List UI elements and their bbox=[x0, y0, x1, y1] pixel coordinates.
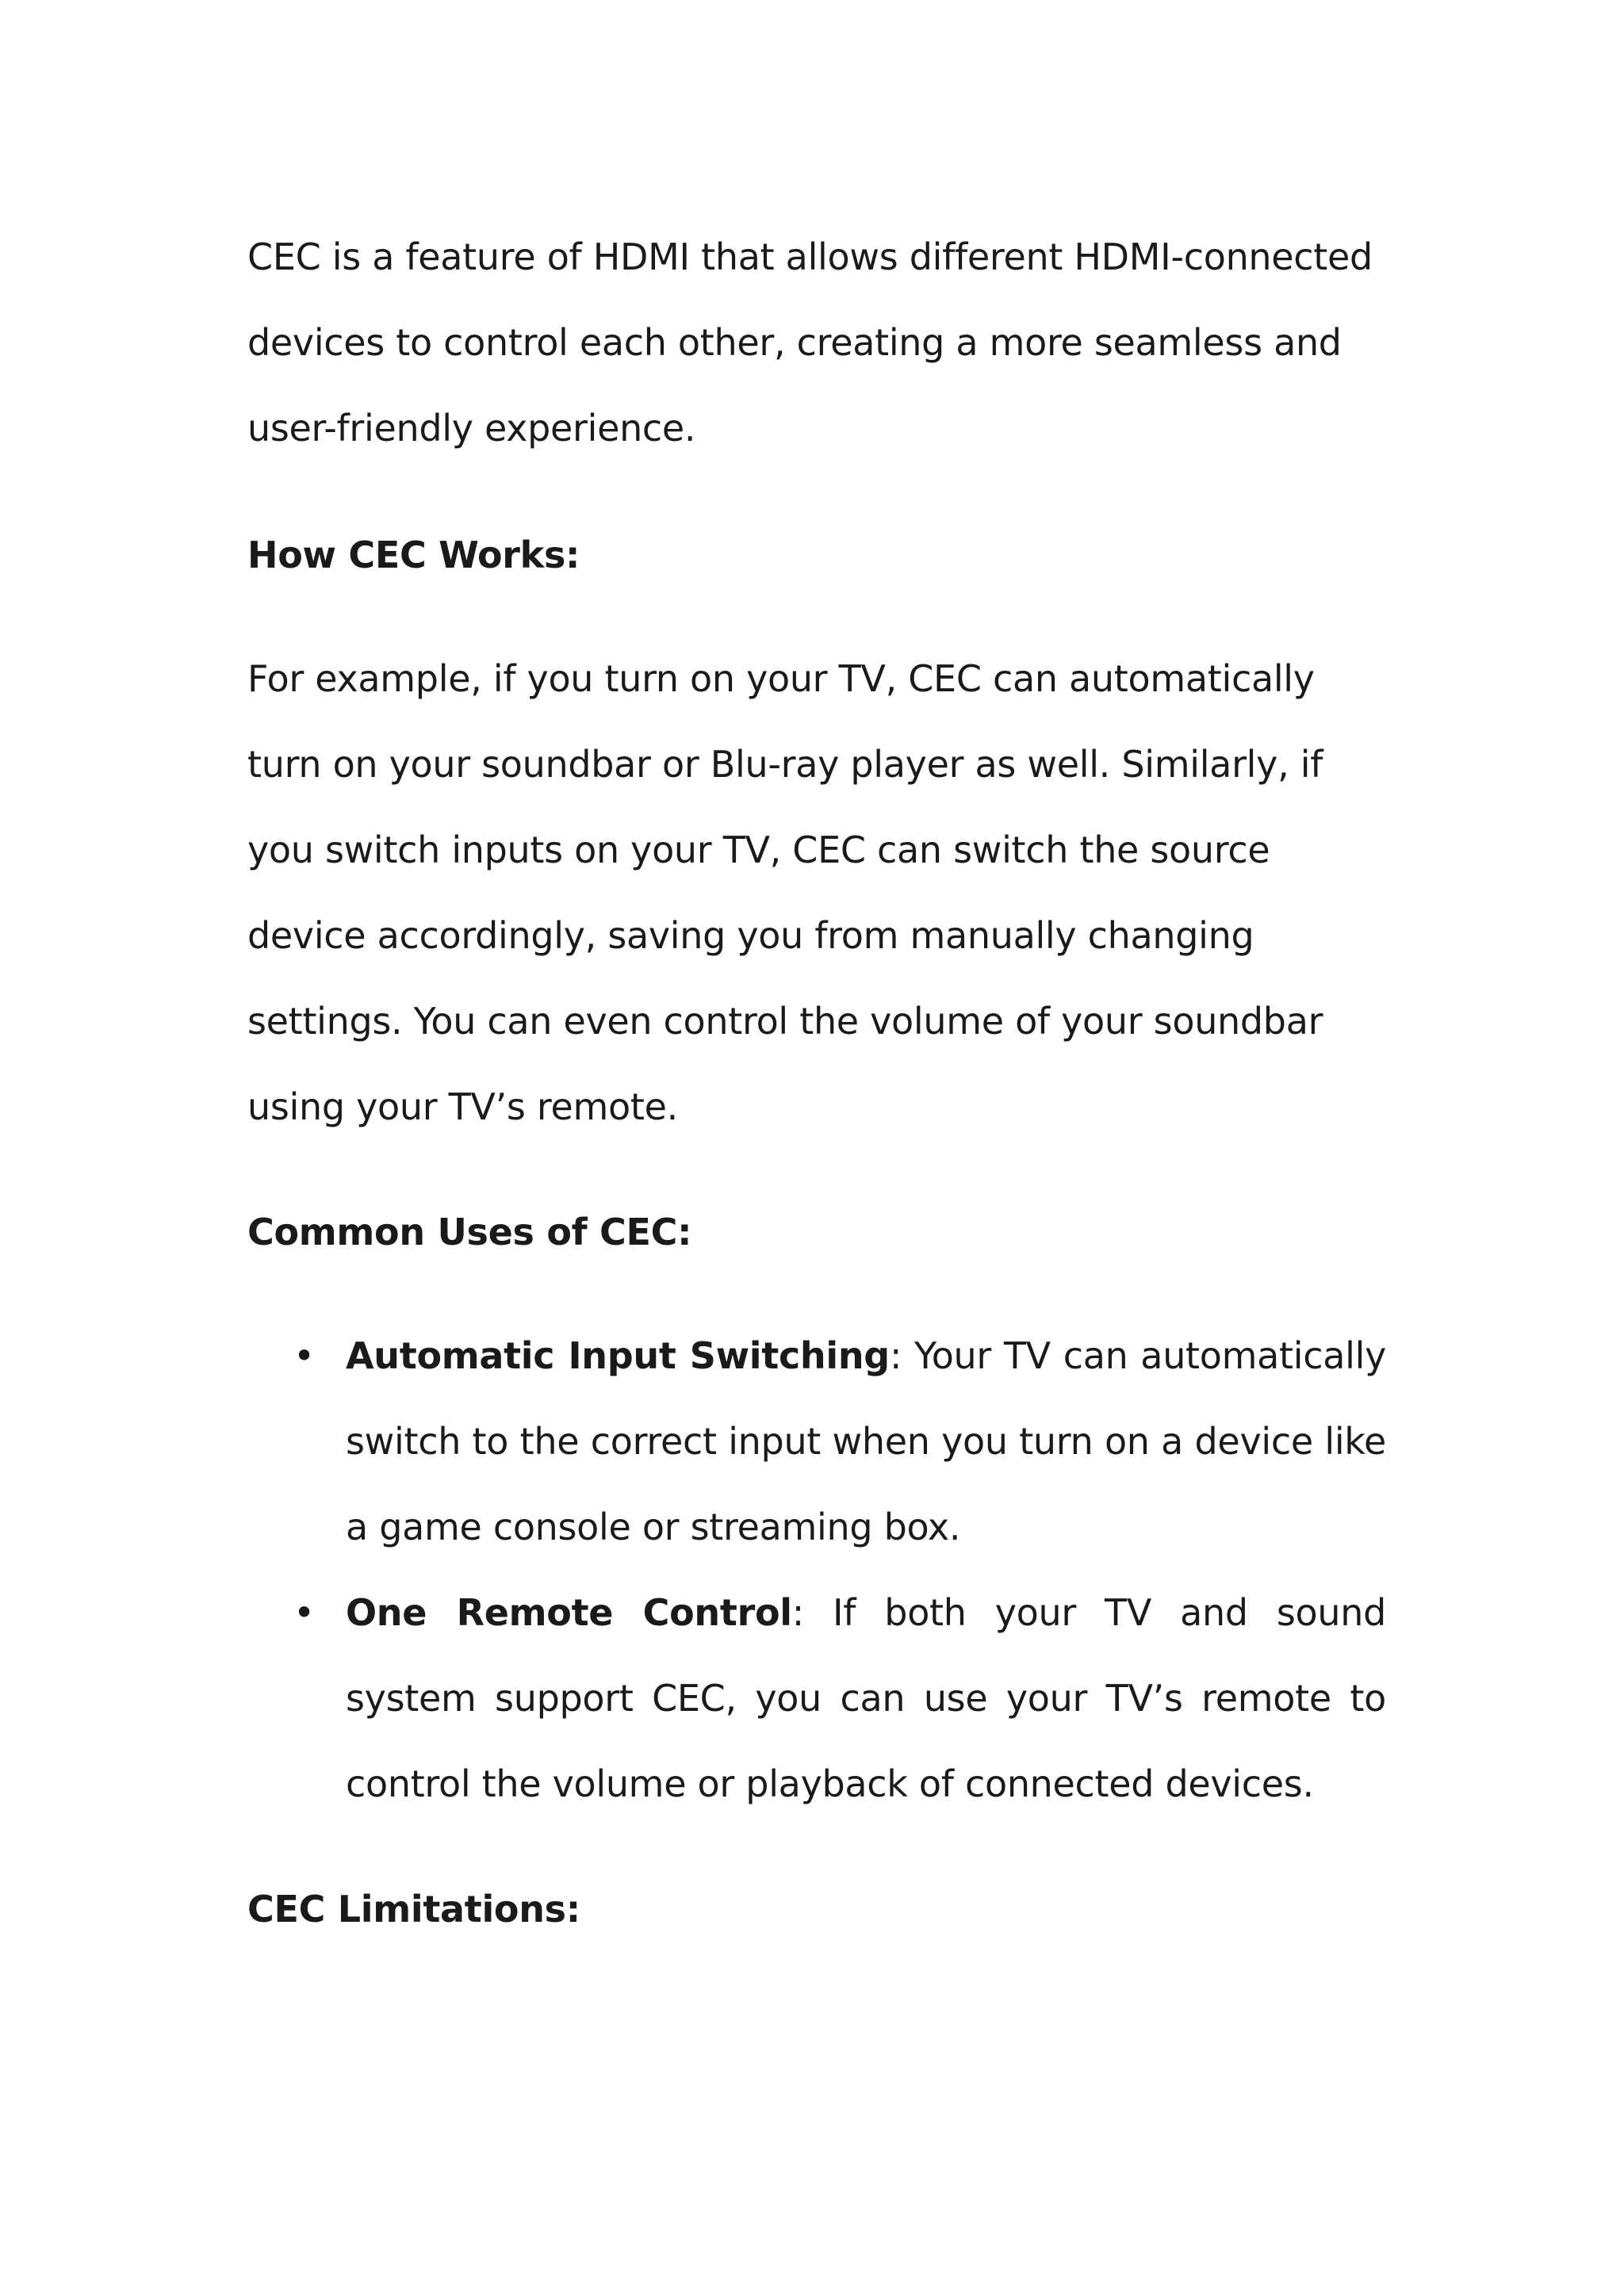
bullet-icon: • bbox=[293, 1334, 315, 1377]
how-cec-works-paragraph: For example, if you turn on your TV, CEC can automatically turn on your soundbar or Blu-ray player as well. Similarly, if you switch inputs on your TV, CEC can switch the source device accordingly, saving you from manually changing settings. You can even control the volume of your soundbar using your TV’s remote. bbox=[247, 657, 1323, 1128]
list-item-text: : If both your TV and sound system support CEC, you can use your TV’s remote to control the volume or playback of connected devices. bbox=[346, 1591, 1386, 1805]
how-cec-works-heading: How CEC Works: bbox=[247, 534, 580, 576]
common-uses-list bbox=[247, 1313, 1386, 1827]
cec-limitations-heading: CEC Limitations: bbox=[247, 1888, 580, 1931]
list-item-title: One Remote Control bbox=[346, 1591, 792, 1634]
list-item bbox=[247, 1313, 1386, 1570]
list-item-title: Automatic Input Switching bbox=[346, 1334, 890, 1377]
common-uses-heading: Common Uses of CEC: bbox=[247, 1211, 692, 1253]
bullet-icon: • bbox=[293, 1591, 315, 1634]
list-item bbox=[247, 1570, 1386, 1827]
list-item-text: : Your TV can automatically switch to the correct input when you turn on a device like a game console or streaming box. bbox=[346, 1334, 1387, 1548]
intro-paragraph: CEC is a feature of HDMI that allows different HDMI-connected devices to control each other, creating a more seamless and user-friendly experience. bbox=[247, 235, 1373, 450]
